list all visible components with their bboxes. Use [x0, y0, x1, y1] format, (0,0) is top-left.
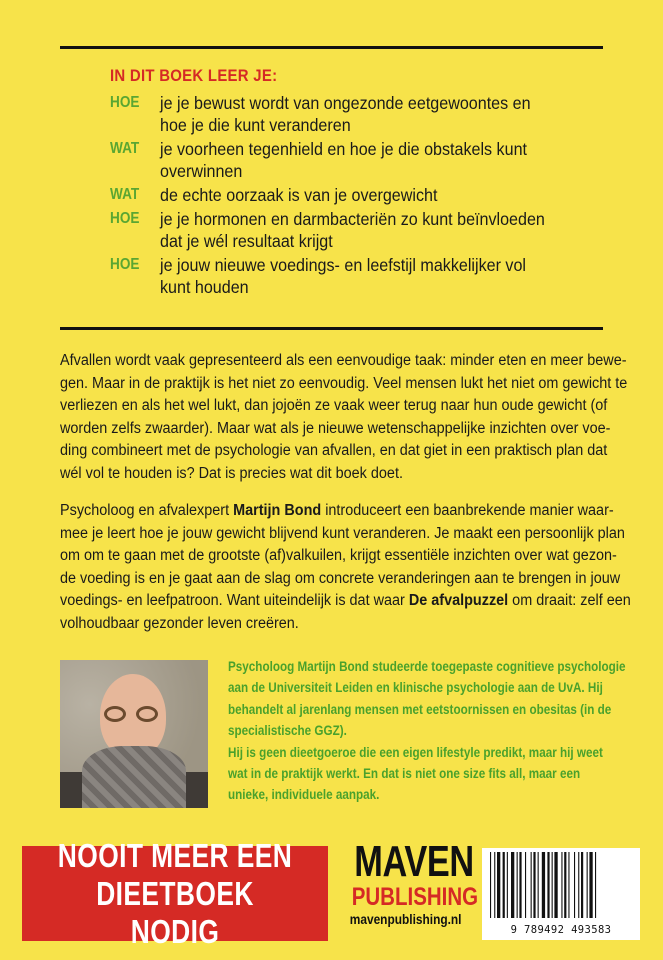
- author-photo: [60, 660, 208, 808]
- learn-text: je je bewust wordt van ongezonde eetgewoontes en: [160, 93, 531, 113]
- learn-keyword: HOE: [110, 94, 140, 111]
- learn-item: [110, 184, 610, 206]
- learn-text: overwinnen: [160, 161, 243, 181]
- paragraph-line: mee je leert hoe je jouw gewicht blijvend kunt veranderen. Je maakt een persoonlijk plan: [60, 524, 625, 542]
- publisher-url: mavenpublishing.nl: [349, 911, 462, 927]
- author-bio: [228, 656, 628, 806]
- bio-line: behandelt al jarenlang mensen met eetstoornissen en obesitas (in de: [228, 701, 612, 717]
- publisher-name-top: MAVEN: [354, 837, 474, 886]
- tagline-banner: [22, 836, 328, 950]
- text-run: Psycholoog en afvalexpert: [60, 502, 234, 519]
- bio-line: specialistische GGZ).: [228, 723, 347, 739]
- bio-line: Hij is geen dieetgoeroe die een eigen lifestyle predikt, maar hij weet: [228, 744, 603, 760]
- learn-text: dat je wél resultaat krijgt: [160, 231, 333, 251]
- author-name: Martijn Bond: [233, 502, 322, 519]
- tagline-line: NOOIT MEER EEN: [57, 836, 293, 874]
- learn-item: [110, 254, 610, 298]
- learn-text: hoe je die kunt veranderen: [160, 115, 351, 135]
- text-run: introduceert een baanbrekende manier waar-: [321, 502, 614, 519]
- bio-line: aan de Universiteit Leiden en klinische psychologie aan de UvA. Hij: [228, 680, 603, 696]
- learn-item: [110, 92, 610, 136]
- bio-line: Psycholoog Martijn Bond studeerde toegepaste cognitieve psychologie: [228, 659, 626, 674]
- top-divider: [60, 46, 603, 49]
- bio-line: unieke, individuele aanpak.: [228, 787, 380, 803]
- learn-item: [110, 138, 610, 182]
- learn-text: je je hormonen en darmbacteriën zo kunt beïnvloeden: [160, 209, 545, 229]
- paragraph-line: ding combineert met de psychologie van afvallen, en dat giet in een praktisch plan dat: [60, 442, 608, 460]
- learn-text: de echte oorzaak is van je overgewicht: [160, 185, 438, 205]
- learn-text: je jouw nieuwe voedings- en leefstijl makkelijker vol: [160, 255, 527, 275]
- learn-keyword: HOE: [110, 256, 140, 273]
- book-title: De afvalpuzzel: [408, 592, 509, 610]
- paragraph-line: worden zelfs zwaarder). Maar wat als je nieuwe wetenschappelijke inzichten over voe-: [60, 419, 611, 437]
- learn-keyword: WAT: [110, 140, 140, 157]
- learn-item: [110, 208, 610, 252]
- isbn-number: 9 789492 493583: [510, 924, 612, 936]
- tagline-line: DIEETBOEK NODIG: [96, 874, 254, 950]
- paragraph-line: gen. Maar in de praktijk is het niet zo eenvoudig. Veel mensen lukt het niet om gewicht te: [60, 374, 628, 392]
- paragraph-line: [60, 500, 614, 523]
- paragraph-line: de voeding is en je gaat aan de slag om concrete veranderingen aan te brengen in jouw: [60, 569, 621, 587]
- text-run: om draait: zelf een: [508, 592, 631, 610]
- publisher-logo: [340, 837, 479, 928]
- learn-text: je voorheen tegenhield en hoe je die obstakels kunt: [160, 139, 527, 159]
- learn-list: [110, 66, 610, 300]
- paragraph-line: volhoudbaar gezonder leven creëren.: [60, 614, 299, 632]
- paragraph-line: verliezen en als het wel lukt, dan jojoën ze vaak weer terug naar hun oude gewicht (of: [60, 397, 608, 415]
- barcode-icon: [488, 852, 634, 918]
- paragraph-line: om om te gaan met de grootste (af)valkuilen, krijgt essentiële inzichten over wat gezon-: [60, 547, 617, 565]
- paragraph-line: wél vol te houden is? Dat is precies wat dit boek doet.: [60, 464, 403, 482]
- learn-heading: IN DIT BOEK LEER JE:: [110, 66, 278, 85]
- isbn-barcode: [482, 848, 640, 940]
- learn-text: kunt houden: [160, 277, 249, 297]
- text-run: voedings- en leefpatroon. Want uiteindelijk is dat waar: [60, 592, 409, 610]
- author-paragraph: [60, 500, 630, 636]
- bottom-divider: [60, 327, 603, 330]
- learn-keyword: WAT: [110, 186, 140, 203]
- intro-paragraph: [60, 350, 630, 486]
- paragraph-line: Afvallen wordt vaak gepresenteerd als een eenvoudige taak: minder eten en meer bewe-: [60, 352, 627, 369]
- learn-keyword: HOE: [110, 210, 140, 227]
- publisher-name-bottom: PUBLISHING: [351, 883, 479, 911]
- paragraph-line: [60, 590, 631, 613]
- bio-line: wat in de praktijk werkt. En dat is niet one size fits all, maar een: [228, 766, 581, 782]
